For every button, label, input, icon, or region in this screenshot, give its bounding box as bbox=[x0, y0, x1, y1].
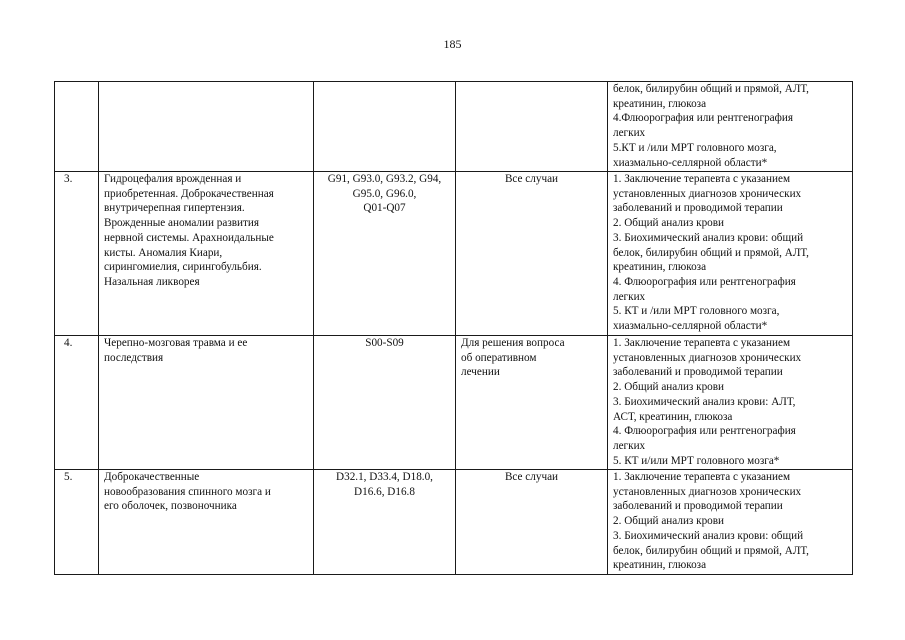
condition-line: лечении bbox=[461, 366, 500, 379]
examination-line: 1. Заключение терапевта с указанием bbox=[613, 471, 791, 483]
examination-line: 4. Флюорография или рентгенография bbox=[613, 425, 796, 438]
examination-line: 2. Общий анализ крови bbox=[613, 515, 725, 528]
examination-cell bbox=[608, 172, 853, 336]
row-number-cell bbox=[55, 82, 99, 172]
examination-line: установленных диагнозов хронических bbox=[613, 351, 802, 364]
examination-cell bbox=[608, 470, 853, 575]
disease-line: последствия bbox=[104, 351, 164, 364]
disease-line: нервной системы. Арахноидальные bbox=[104, 231, 274, 244]
examination-line: 1. Заключение терапевта с указанием bbox=[613, 173, 791, 185]
examination-line: легких bbox=[613, 439, 646, 452]
icd-code-line: D32.1, D33.4, D18.0, bbox=[336, 471, 433, 483]
examination-cell bbox=[608, 336, 853, 470]
condition-line: Все случаи bbox=[504, 173, 559, 185]
row-number-text: 5. bbox=[64, 471, 73, 483]
icd-code-cell bbox=[314, 470, 456, 575]
icd-code-line: Q01-Q07 bbox=[363, 202, 406, 215]
disease-line: его оболочек, позвоночника bbox=[104, 500, 237, 513]
examination-cell bbox=[608, 82, 853, 172]
condition-line: Все случаи bbox=[504, 471, 559, 483]
icd-code-line: G95.0, G96.0, bbox=[352, 187, 417, 200]
examination-line: белок, билирубин общий и прямой, АЛТ, bbox=[613, 544, 809, 557]
condition-cell bbox=[456, 82, 608, 172]
disease-cell bbox=[99, 336, 314, 470]
disease-line: сирингомиелия, сирингобульбия. bbox=[104, 261, 262, 274]
row-number-text: 4. bbox=[64, 337, 73, 349]
examination-line: 3. Биохимический анализ крови: общий bbox=[613, 529, 804, 542]
examination-line: белок, билирубин общий и прямой, АЛТ, bbox=[613, 246, 809, 259]
table-row bbox=[55, 470, 853, 575]
examination-line: креатинин, глюкоза bbox=[613, 97, 707, 110]
icd-code-cell bbox=[314, 336, 456, 470]
table-body bbox=[55, 82, 853, 575]
examination-line: креатинин, глюкоза bbox=[613, 559, 707, 572]
disease-line: приобретенная. Доброкачественная bbox=[104, 187, 274, 200]
table-row bbox=[55, 82, 853, 172]
icd-code-cell bbox=[314, 82, 456, 172]
row-number-cell bbox=[55, 470, 99, 575]
examination-line: 2. Общий анализ крови bbox=[613, 217, 725, 230]
row-number-text: 3. bbox=[64, 173, 73, 185]
row-number-cell bbox=[55, 172, 99, 336]
examination-line: 3. Биохимический анализ крови: АЛТ, bbox=[613, 395, 796, 408]
examination-line: 3. Биохимический анализ крови: общий bbox=[613, 231, 804, 244]
disease-line: Гидроцефалия врожденная и bbox=[104, 173, 242, 185]
document-table bbox=[54, 81, 853, 575]
icd-code-cell bbox=[314, 172, 456, 336]
condition-cell bbox=[456, 336, 608, 470]
examination-line: 2. Общий анализ крови bbox=[613, 381, 725, 394]
examination-line: установленных диагнозов хронических bbox=[613, 485, 802, 498]
examination-line: заболеваний и проводимой терапии bbox=[613, 500, 783, 513]
examination-line: креатинин, глюкоза bbox=[613, 261, 707, 274]
icd-code-line: S00-S09 bbox=[365, 337, 404, 349]
examination-line: 5.КТ и /или МРТ головного мозга, bbox=[613, 141, 777, 154]
examination-line: 5. КТ и /или МРТ головного мозга, bbox=[613, 305, 780, 318]
disease-line: Назальная ликворея bbox=[104, 275, 200, 288]
disease-line: кисты. Аномалия Киари, bbox=[104, 246, 223, 259]
condition-line: Для решения вопроса bbox=[461, 337, 565, 349]
table-row bbox=[55, 336, 853, 470]
condition-cell bbox=[456, 172, 608, 336]
examination-line: заболеваний и проводимой терапии bbox=[613, 202, 783, 215]
examination-line: заболеваний и проводимой терапии bbox=[613, 366, 783, 379]
examination-line: 4.Флюорография или рентгенография bbox=[613, 112, 794, 125]
disease-cell bbox=[99, 470, 314, 575]
examination-line: установленных диагнозов хронических bbox=[613, 187, 802, 200]
row-number-cell bbox=[55, 336, 99, 470]
disease-line: Доброкачественные bbox=[104, 471, 200, 483]
page-number: 185 bbox=[443, 37, 462, 51]
icd-code-line: G91, G93.0, G93.2, G94, bbox=[327, 173, 442, 185]
examination-line: хиазмально-селлярной области* bbox=[613, 156, 768, 169]
examination-line: легких bbox=[613, 127, 646, 140]
disease-cell bbox=[99, 82, 314, 172]
disease-line: Врожденные аномалии развития bbox=[104, 217, 260, 230]
examination-line: хиазмально-селлярной области* bbox=[613, 320, 768, 333]
examination-line: 1. Заключение терапевта с указанием bbox=[613, 337, 791, 349]
examination-line: 4. Флюорография или рентгенография bbox=[613, 275, 796, 288]
examination-line: АСТ, креатинин, глюкоза bbox=[613, 410, 733, 423]
examination-line: белок, билирубин общий и прямой, АЛТ, bbox=[613, 83, 809, 95]
examination-line: легких bbox=[613, 290, 646, 303]
condition-line: об оперативном bbox=[461, 351, 537, 364]
icd-code-line: D16.6, D16.8 bbox=[354, 485, 415, 498]
examination-line: 5. КТ и/или МРТ головного мозга* bbox=[613, 454, 780, 467]
disease-line: Черепно-мозговая травма и ее bbox=[104, 337, 248, 349]
disease-line: новообразования спинного мозга и bbox=[104, 485, 271, 498]
table-row bbox=[55, 172, 853, 336]
disease-cell bbox=[99, 172, 314, 336]
disease-line: внутричерепная гипертензия. bbox=[104, 202, 245, 215]
condition-cell bbox=[456, 470, 608, 575]
